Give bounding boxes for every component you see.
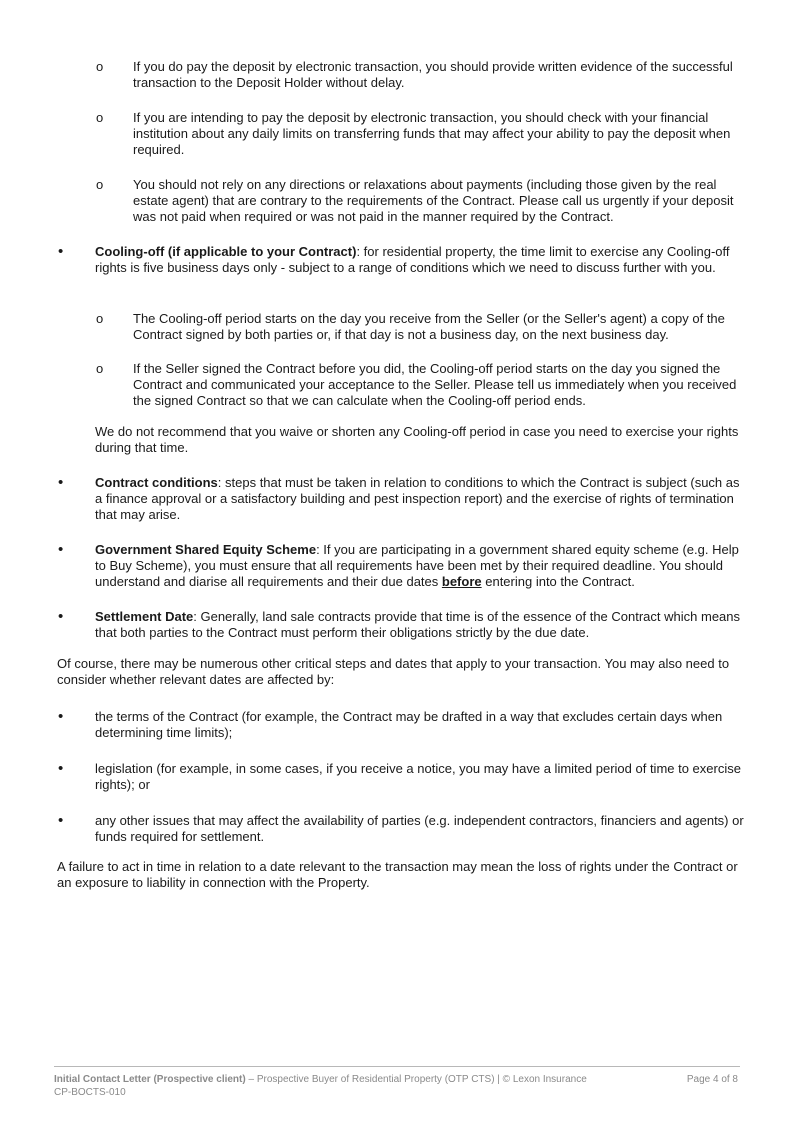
sub-bullet-marker: o	[96, 311, 104, 326]
page-number: Page 4 of 8	[686, 1074, 738, 1085]
shared-equity-text: : If you are participating in a government shared equity scheme (e.g. Help to Buy Scheme), you must ensure that all requirements have been met by their required deadline. You should understand and diarise all requirements and their due dates	[95, 542, 739, 589]
settlement-text: : Generally, land sale contracts provide that time is of the essence of the Contract which means that both parties to the Contract must perform their obligations strictly by the due date.	[95, 609, 741, 640]
contract-conditions-item	[95, 475, 747, 522]
cooling-off-subitem-start: The Cooling-off period starts on the day you receive from the Seller (or the Seller's agent) a copy of the Contract signed by both parties or, if that day is not a business day, on the next business day.	[133, 311, 725, 342]
deposit-subitem-daily-limits: If you are intending to pay the deposit by electronic transaction, you should check with your financial institution about any daily limits on transferring funds that may affect your ability to pay the deposit when required.	[133, 110, 731, 157]
bullet-marker: •	[58, 541, 64, 558]
sub-bullet-marker: o	[96, 59, 104, 74]
bullet-marker: •	[58, 708, 64, 725]
settlement-heading: Settlement Date	[95, 609, 194, 624]
contract-conditions-heading: Contract conditions	[95, 475, 218, 490]
deposit-subitem-directions: You should not rely on any directions or relaxations about payments (including those given by the real estate agent) that are contrary to the requirements of the Contract. Please call us urgently if your deposit was not paid when required or was not paid in the manner required by the Contract.	[133, 177, 734, 224]
sub-bullet-marker: o	[96, 110, 104, 125]
bullet-marker: •	[58, 608, 64, 625]
contract-conditions-text: : steps that must be taken in relation to conditions to which the Contract is subject (such as a finance approval or a satisfactory building and pest inspection report) and the exercise of rights of termination that may arise.	[95, 475, 740, 522]
footer-title-bold: Initial Contact Letter (Prospective client)	[54, 1074, 246, 1085]
bullet-marker: •	[58, 812, 64, 829]
footer-title-rest: – Prospective Buyer of Residential Property (OTP CTS) | © Lexon Insurance	[245, 1074, 587, 1085]
shared-equity-text-end: entering into the Contract.	[481, 573, 635, 589]
shared-equity-heading: Government Shared Equity Scheme	[95, 542, 317, 557]
settlement-item	[95, 609, 747, 641]
factor-other-issues: any other issues that may affect the availability of parties (e.g. independent contractors, financiers and agents) or funds required for settlement.	[95, 813, 744, 844]
cooling-off-heading: Cooling-off (if applicable to your Contract)	[95, 244, 357, 259]
bullet-marker: •	[58, 243, 64, 260]
other-steps-paragraph: Of course, there may be numerous other critical steps and dates that apply to your transaction. You may also need to consider whether relevant dates are affected by:	[57, 656, 730, 687]
deposit-subitem-written-evidence: If you do pay the deposit by electronic transaction, you should provide written evidence of the successful transaction to the Deposit Holder without delay.	[133, 59, 733, 90]
shared-equity-item	[95, 542, 747, 589]
bullet-marker: •	[58, 474, 64, 491]
cooling-off-text: : for residential property, the time limit to exercise any Cooling-off rights is five business days only - subject to a range of conditions which we need to discuss further with you.	[95, 244, 730, 275]
sub-bullet-marker: o	[96, 361, 104, 376]
factor-contract-terms: the terms of the Contract (for example, the Contract may be drafted in a way that excludes certain days when determining time limits);	[95, 709, 723, 740]
footer-document-title	[54, 1073, 674, 1086]
shared-equity-emphasis: before	[441, 573, 482, 589]
sub-bullet-marker: o	[96, 177, 104, 192]
factor-legislation: legislation (for example, in some cases, if you receive a notice, you may have a limited period of time to exercise rights); or	[95, 761, 741, 792]
cooling-off-subitem-seller-signed: If the Seller signed the Contract before you did, the Cooling-off period starts on the day you signed the Contract and communicated your acceptance to the Seller. Please tell us immediately when you received the signed Contract so that we can calculate when the Cooling-off period ends.	[133, 361, 737, 408]
cooling-off-note: We do not recommend that you waive or shorten any Cooling-off period in case you need to exercise your rights during that time.	[95, 424, 739, 455]
cooling-off-item	[95, 244, 747, 276]
bullet-marker: •	[58, 760, 64, 777]
footer-divider	[54, 1066, 740, 1067]
footer-document-code: CP-BOCTS-010	[54, 1087, 126, 1098]
closing-paragraph: A failure to act in time in relation to a date relevant to the transaction may mean the loss of rights under the Contract or an exposure to liability in connection with the Property.	[57, 859, 738, 890]
